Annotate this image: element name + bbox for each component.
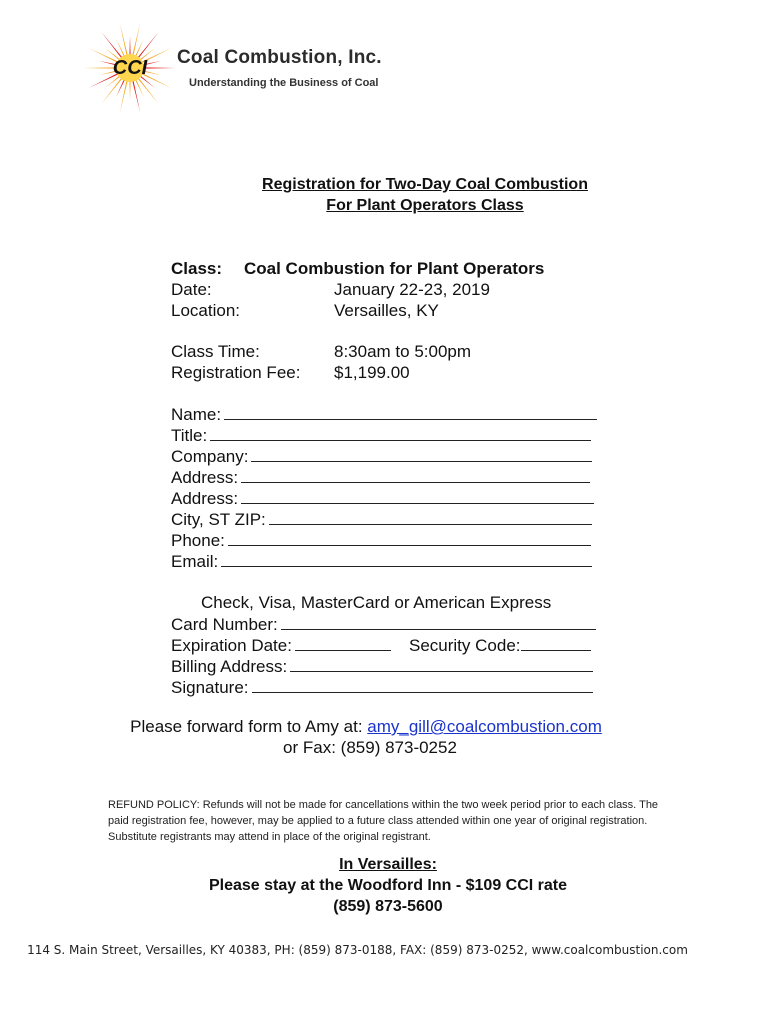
fee-value: $1,199.00 [334,363,410,382]
title-blank[interactable] [210,425,591,441]
contact-email-link[interactable]: amy_gill@coalcombustion.com [367,717,602,736]
class-label: Class: [171,259,223,278]
address2-label: Address: [171,489,239,508]
expiration-label: Expiration Date: [171,636,292,655]
address1-label: Address: [171,468,239,487]
payment-methods: Check, Visa, MasterCard or American Express [201,593,552,612]
billing-address-label: Billing Address: [171,657,288,676]
address1-field[interactable] [171,467,590,488]
name-label: Name: [171,405,222,424]
email-blank[interactable] [221,551,592,567]
phone-blank[interactable] [228,530,591,546]
signature-label: Signature: [171,678,249,697]
class-time-value: 8:30am to 5:00pm [334,342,472,361]
city-blank[interactable] [269,509,592,525]
forward-instructions [0,717,732,737]
company-blank[interactable] [251,446,592,462]
card-number-blank[interactable] [281,614,596,630]
city-label: City, ST ZIP: [171,510,266,529]
form-title-line1: Registration for Two-Day Coal Combustion [262,176,588,193]
date-label: Date: [171,280,212,299]
hotel-phone: (859) 873-5600 [333,898,443,915]
card-number-field[interactable] [171,614,596,635]
phone-label: Phone: [171,531,225,550]
email-label: Email: [171,552,219,571]
location-label: Location: [171,301,240,320]
security-code-label: Security Code: [409,636,521,655]
location-value: Versailles, KY [334,301,439,320]
refund-policy: REFUND POLICY: Refunds will not be made for cancellations within the two week period prior to each class. The paid registration fee, however, may be applied to a future class attended within one year of original registration. Substitute registrants may attend in place of the original registrant. [108,799,659,843]
sunburst-logo-icon [82,16,182,116]
fee-label: Registration Fee: [171,363,301,382]
hotel-line: Please stay at the Woodford Inn - $109 CCI rate [208,877,568,894]
address2-blank[interactable] [241,488,594,504]
company-name: Coal Combustion, Inc. [177,47,382,68]
name-blank[interactable] [224,404,597,420]
class-time-label: Class Time: [171,342,260,361]
expiration-blank[interactable] [295,635,391,651]
company-logo [82,16,182,116]
email-field[interactable] [171,551,592,572]
city-field[interactable] [171,509,592,530]
card-number-label: Card Number: [171,615,278,634]
billing-address-field[interactable] [171,656,593,677]
address2-field[interactable] [171,488,594,509]
address1-blank[interactable] [241,467,590,483]
expiration-field[interactable] [171,635,391,656]
title-label: Title: [171,426,208,445]
security-code-field[interactable] [409,635,591,656]
company-tagline: Understanding the Business of Coal [189,77,379,89]
company-field[interactable] [171,446,592,467]
hotel-heading: In Versailles: [339,856,437,873]
billing-address-blank[interactable] [290,656,593,672]
security-code-blank[interactable] [521,635,591,651]
forward-text: Please forward form to Amy at: [130,717,363,736]
fax-line: or Fax: (859) 873-0252 [283,738,457,757]
logo-text: CCI [112,57,148,79]
phone-field[interactable] [171,530,591,551]
form-title-line2: For Plant Operators Class [326,197,524,214]
title-field[interactable] [171,425,591,446]
footer-address: 114 S. Main Street, Versailles, KY 40383, PH: (859) 873-0188, FAX: (859) 873-0252, www.coalcombustion.com [27,943,688,957]
name-field[interactable] [171,404,597,425]
date-value: January 22-23, 2019 [334,280,490,299]
signature-blank[interactable] [252,677,593,693]
signature-field[interactable] [171,677,593,698]
class-value: Coal Combustion for Plant Operators [244,259,545,278]
company-label: Company: [171,447,249,466]
